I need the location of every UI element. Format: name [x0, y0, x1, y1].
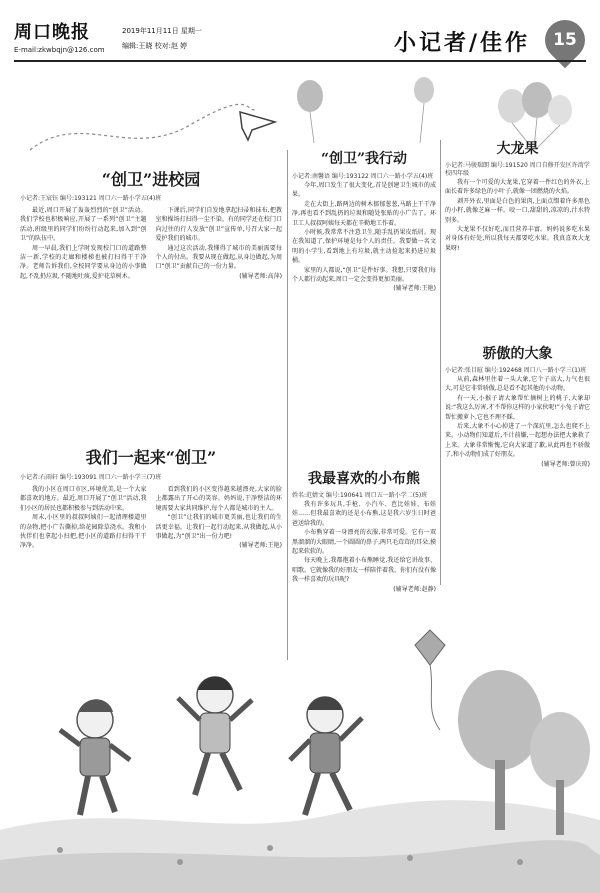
paper-plane-illustration: [20, 70, 282, 165]
column-divider: [440, 140, 441, 585]
article-paragraph: 家里的人都说,“创卫”是件好事。我想,只要我们每个人都行动起来,周口一定会变得更加美丽。: [292, 266, 436, 284]
article-paragraph: 我有一个可爱的大龙果,它穿着一件红色的外衣,上面长着许多绿色的小叶子,就像一团燃烧的火焰。: [445, 179, 590, 196]
email-address: E-mail:zkwbqjn@126.com: [14, 46, 105, 54]
article-paragraph: 我的小区在周口市区,环境优美,是一个大家都喜欢的地方。最近,周口开展了“创卫”活动,我们小区的居民也都积极参与到活动中来。: [20, 486, 147, 512]
article-body: [20, 485, 282, 551]
article-paragraph: 每天晚上,我都抱着小布熊睡觉,我还给它讲故事、唱歌。它就像我的好朋友一样陪伴着我。你们有没有像我一样喜欢的玩具呢?: [292, 557, 436, 584]
article-paragraph: 周一早晨,我们上学时发现校门口的道路整洁一新,学校的走廊和楼梯也被打扫得干干净净。老师告诉我们,全校同学要从身边的小事做起,不乱扔垃圾,不随地吐痰,爱护花草树木。: [20, 244, 147, 280]
article-byline: 小记者:马骏瑞朗 编号:191520 周口自修开发区许湾学校四年级: [445, 162, 590, 177]
children-playing-illustration: [0, 600, 600, 893]
article-paragraph: 后来,大象不小心掉进了一个深坑里,怎么也爬不上来。小动物们知道后,不计前嫌,一起想办法把大象救了上来。大象非常惭愧,它向大家道了歉,从此再也不骄傲了,和小动物们成了好朋友。: [445, 423, 590, 459]
issue-date: 2019年11月11日 星期一: [122, 27, 202, 35]
balloons-illustration: [292, 68, 590, 148]
article-title: 骄傲的大象: [482, 346, 553, 362]
article-paragraph: “创卫”让我们的城市更美丽,也让我们的生活更幸福。让我们一起行动起来,从我做起,从小事做起,为“创卫”出一份力吧!: [155, 514, 282, 541]
article-byline: 小记者:张目暄 编号:192468 周口八一路小学三(1)班: [445, 367, 587, 374]
article-body: [20, 206, 282, 281]
article-dalongguo: [445, 140, 590, 340]
article-title: 我最喜欢的小布熊: [308, 471, 420, 487]
article-paragraph: 最近,周口开展了轰轰烈烈的“创卫”活动。我们学校也积极响应,开展了一系列“创卫”主题活动,班级里的同学们纷纷行动起来,加入到“创卫”的队伍中。: [20, 207, 147, 243]
editor-credits: 编辑:王晓 校对:赵 婷: [122, 42, 188, 50]
article-adviser: (辅导老师:高萍): [239, 272, 282, 280]
article-adviser: (辅导老师:曾庆琼): [541, 460, 590, 468]
article-paragraph: 剥开外衣,里面是白色的果肉,上面点缀着许多黑色的小籽,就像芝麻一样。咬一口,甜甜的,凉凉的,汁水特别多。: [445, 197, 590, 224]
article-title: 我们一起来“创卫”: [85, 448, 217, 467]
column-divider: [287, 150, 288, 660]
article-title: “创卫”进校园: [101, 170, 201, 189]
article-body: [445, 178, 590, 253]
article-adviser: (辅导老师:王艳): [393, 285, 436, 293]
article-paragraph: 周末,小区里的叔叔阿姨们一起清理楼道里的杂物,把小广告撕掉,给花园除草浇水。我和小伙伴们也拿起小扫把,把小区的道路打扫得干干净净。: [20, 514, 147, 550]
article-byline: 姓名:范婧文 编号:190641 周口五一路小学二(5)班: [292, 492, 428, 499]
article-paragraph: 我有许多玩具,手枪、小汽车、芭比娃娃、布娃娃……但我最喜欢的还是小布熊,这是我六岁生日时爸爸送给我的。: [292, 501, 436, 527]
header-rule: [14, 60, 586, 62]
article-body: [292, 181, 436, 294]
article-paragraph: 从前,森林里住着一头大象,它个子高大,力气也很大,可是它非常骄傲,总是看不起其他的小动物。: [445, 376, 590, 393]
article-paragraph: 走在大街上,路两边的树木郁郁葱葱,马路上干干净净,再也看不到乱扔的垃圾和随处张贴的小广告了。环卫工人叔叔阿姨每天都在辛勤地工作着。: [292, 200, 436, 227]
article-paragraph: 有一天,小猴子请大象帮忙摘树上的桃子,大象却说:“我这么厉害,才不帮你这样的小家伙呢!”小兔子请它帮忙搬萝卜,它也不理不睬。: [445, 394, 590, 421]
article-chuangwei-jin-xiaoyuan: [20, 170, 282, 440]
masthead: [14, 18, 586, 62]
page-number: 15: [553, 30, 577, 50]
article-paragraph: 下课后,同学们自发地拿起扫帚和抹布,把教室和操场打扫得一尘不染。有的同学还在校门口向过往的行人发放“创卫”宣传单,号召大家一起爱护我们的城市。: [155, 207, 282, 243]
article-adviser: (辅导老师:王艳): [239, 542, 282, 550]
article-paragraph: 看到我们的小区变得越来越漂亮,大家的脸上都露出了开心的笑容。妈妈说,干净整洁的环境需要大家共同维护,每个人都是城市的主人。: [155, 486, 282, 512]
article-body: [445, 375, 590, 469]
article-byline: 小记者:石雨轩 编号:193091 周口六一路小学三(7)班: [20, 474, 162, 481]
article-paragraph: 通过这次活动,我懂得了城市的美丽需要每个人的付出。我要从现在做起,从身边做起,为周口“创卫”贡献自己的一份力量。: [155, 244, 282, 271]
section-title: 小记者/佳作: [394, 30, 531, 56]
article-title: “创卫”我行动: [320, 151, 408, 167]
paper-name: 周口晚报: [14, 22, 90, 43]
article-byline: 小记者:南馨语 编号:193122 周口六一路小学五(4)班: [292, 173, 434, 180]
article-paragraph: 大龙果不仅好吃,而且营养丰富。妈妈说多吃水果对身体有好处,所以我每天都要吃水果。我真喜欢大龙果呀!: [445, 226, 590, 252]
article-jiaoao-de-daxiang: [445, 345, 590, 585]
article-byline: 小记者:王宸钰 编号:193121 周口六一路小学五(4)班: [20, 195, 162, 202]
article-paragraph: 小时候,我常常不注意卫生,随手乱扔果皮纸屑。现在我知道了,保护环境是每个人的责任。我要做一名文明的小学生,看到地上有垃圾,就主动捡起来扔进垃圾桶。: [292, 229, 436, 265]
article-adviser: (辅导老师:赵静): [393, 585, 436, 593]
article-title: 大龙果: [496, 141, 539, 157]
article-paragraph: 今年,周口发生了很大变化,首是创建卫生城市的成果。: [292, 182, 436, 199]
article-chuangwei-wo-xingdong: [292, 150, 436, 462]
article-body: [292, 500, 436, 594]
article-paragraph: 小布熊穿着一身漂亮的衣服,非常可爱。它有一双黑溜溜的大眼睛,一个圆圆的鼻子,两只毛茸茸的耳朵,摸起来软软的。: [292, 529, 436, 556]
